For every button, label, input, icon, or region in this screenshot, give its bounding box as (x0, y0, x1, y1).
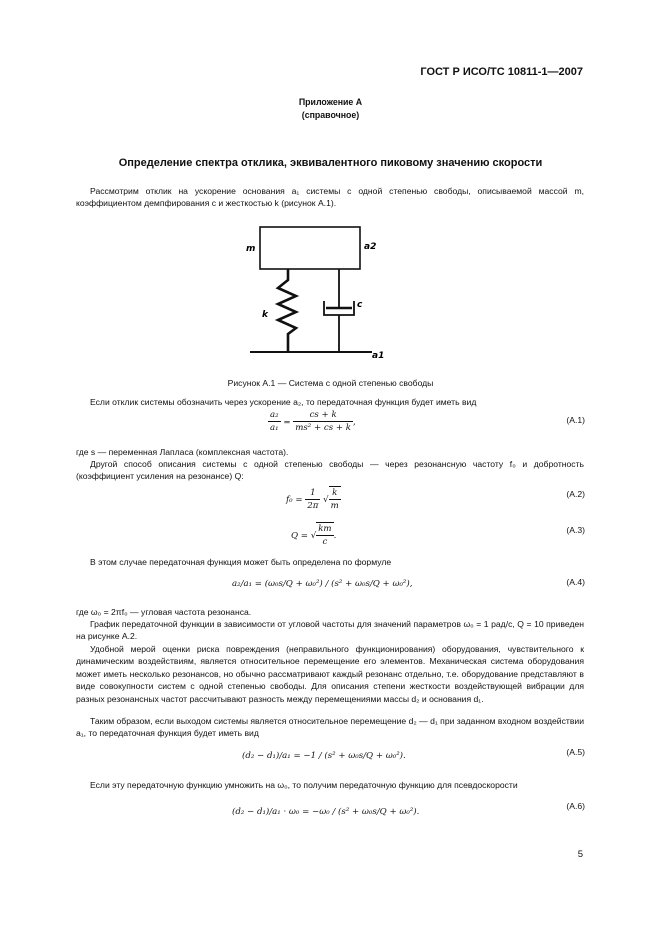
spring (278, 269, 296, 352)
formula-a4-number: (А.4) (566, 577, 585, 587)
formula-a2-number: (А.2) (566, 489, 585, 499)
paragraph-response: Если отклик системы обозначить через ускорение a₂, то передаточная функция будет иметь вид (90, 397, 477, 407)
section-title: Определение спектра отклика, эквивалентного пиковому значению скорости (118, 157, 543, 169)
formula-a3: Q = √ $\frac{km}{c}$ . (291, 524, 337, 548)
formula-a4: a₂/a₁ = (ω₀s/Q + ω₀²) / (s² + ω₀s/Q + ω₀²), (232, 579, 413, 589)
damper-label: c (357, 300, 363, 310)
mass-label: m (246, 244, 256, 254)
paragraph-damage-risk: Удобной мерой оценки риска повреждения (неправильного функционирования) оборудования, чувствительного к динамическим воздействиям, является относительное перемещение его элементов. Механическая система оборудования может иметь несколько резонансов, но обычно рассматривают каждый резонанс отдельно, т.е. оборудование представляют в виде совокупности систем с одной степенью свободы. Для описания степени жесткости воздействующей вибрации для разных резонансных частот рассчитывают разность между перемещениями массы d₂ и основания d₁. (76, 644, 584, 704)
formula-a1-number: (А.1) (566, 415, 585, 425)
appendix-subtitle: (справочное) (301, 110, 360, 120)
paragraph-angular-frequency: где ω₀ = 2πf₀ — угловая частота резонанса. (76, 607, 252, 617)
single-dof-system-diagram (240, 222, 400, 367)
paragraph-alternative: Другой способ описания системы с одной степенью свободы — через резонансную частоту f₀ и добротность (коэффициент усиления на резонансе) Q: (76, 459, 584, 482)
figure-caption: Рисунок А.1 — Система с одной степенью свободы (227, 378, 434, 388)
formula-a6-number: (А.6) (566, 801, 585, 811)
input-accel-label: a1 (372, 351, 385, 361)
paragraph-graph-note: График передаточной функции в зависимости от угловой частоты для значений параметров ω₀ = 1 рад/с, Q = 10 приведен на рисунке А.2. (76, 619, 584, 642)
formula-a6: (d₂ − d₁)/a₁ · ω₀ = −ω₀ / (s² + ω₀s/Q + ω₀²). (232, 807, 420, 817)
spring-label: k (262, 310, 268, 320)
formula-a3-number: (А.3) (566, 525, 585, 535)
paragraph-laplace-note: где s — переменная Лапласа (комплексная частота). (76, 447, 289, 457)
paragraph-intro: Рассмотрим отклик на ускорение основания a₁ системы с одной степенью свободы, описываемой массой m, коэффициентом демпфирования c и жесткостью k (рисунок А.1). (76, 186, 584, 209)
document-standard-header: ГОСТ Р ИСО/ТС 10811-1—2007 (420, 66, 583, 78)
paragraph-pseudovelocity: Если эту передаточную функцию умножить на ω₀, то получим передаточную функцию для псевдоскорости (90, 780, 518, 790)
mass-block (260, 227, 360, 269)
paragraph-displacement: Таким образом, если выходом системы является относительное перемещение d₂ — d₁ при заданном входном воздействии a₁, то передаточная функция будет иметь вид (76, 716, 584, 739)
output-accel-label: a2 (364, 242, 377, 252)
formula-a1: $\frac{\text{a₂}}{\text{a₁}}$ = $\frac{cs + k}{\text{ms² + cs + k}}$ , (270, 410, 356, 434)
paragraph-formula-intro: В этом случае передаточная функция может быть определена по формуле (90, 557, 392, 567)
formula-a5: (d₂ − d₁)/a₁ = −1 / (s² + ω₀s/Q + ω₀²). (242, 751, 406, 761)
formula-a5-number: (А.5) (566, 747, 585, 757)
page-number: 5 (577, 849, 583, 860)
appendix-title: Приложение А (298, 97, 363, 107)
formula-a2: f₀ = $\frac{1}{2\pi}$ √ $\frac{k}{m}$ (286, 487, 339, 512)
